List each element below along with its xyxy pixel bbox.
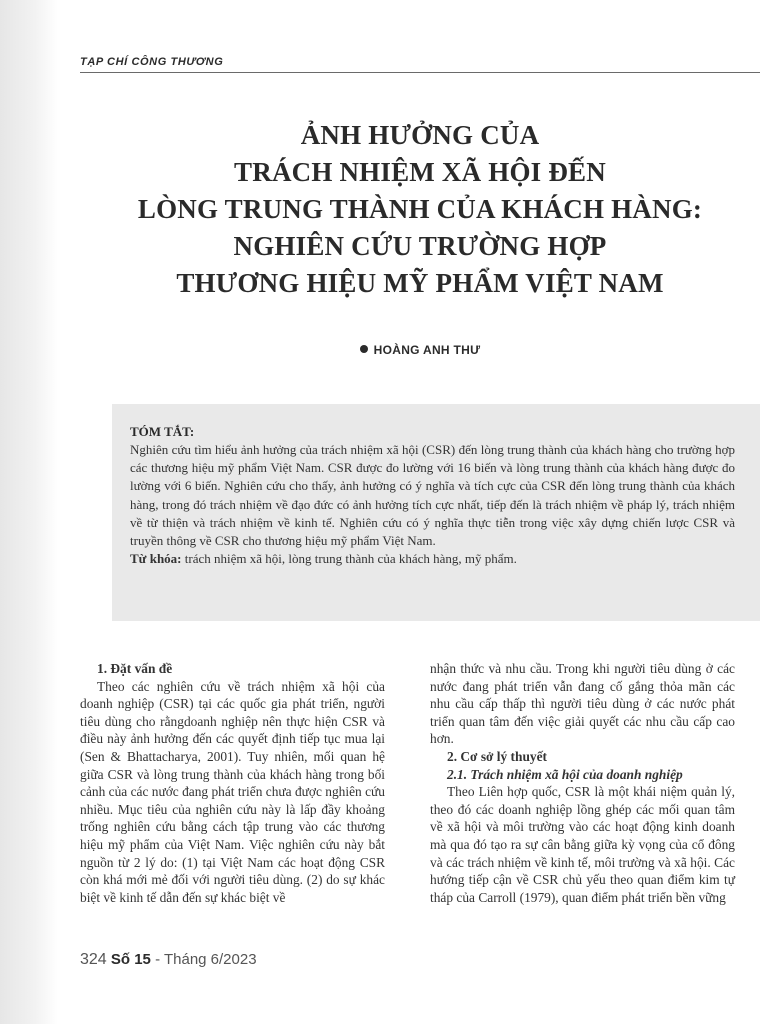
author-name: HOÀNG ANH THƯ bbox=[373, 343, 481, 357]
paragraph-continued: nhận thức và nhu cầu. Trong khi người tiêu dùng ở các nước đang phát triển vẫn đang cố gắng thỏa mãn các nhu cầu cấp thấp thì người tiêu dùng ở các nước phát triển quan tâm đến việc giải quyết các nhu cầu cấp cao hơn. bbox=[430, 661, 735, 747]
page-number: 324 bbox=[80, 951, 107, 968]
section-heading-1: 1. Đặt vấn đề bbox=[97, 661, 173, 676]
author-line bbox=[80, 343, 760, 357]
title-line-4: NGHIÊN CỨU TRƯỜNG HỢP bbox=[233, 231, 607, 261]
header-rule bbox=[80, 72, 760, 73]
paragraph-intro: Theo các nghiên cứu về trách nhiệm xã hội của doanh nghiệp (CSR) tại các quốc gia phát triển, người tiêu dùng cho rằngdoanh nghiệp nên thực hiện CSR và điều này ảnh hưởng đến các quyết định tiếp tục mua lại (Sen & Bhattacharya, 2001). Tuy nhiên, mối quan hệ giữa CSR và lòng trung thành của khách hàng trong bối cảnh của các nước đang phát triển chưa được nghiên cứu nhiều. Mục tiêu của nghiên cứu này là lấp đầy khoảng trống nghiên cứu bằng cách tập trung vào các thương hiệu mỹ phẩm của Việt Nam. Việc nghiên cứu này bắt nguồn từ 2 lý do: (1) tại Việt Nam các hoạt động CSR còn khá mới mẻ đối với người tiêu dùng. (2) do sự khác biệt về kinh tế dẫn đến sự khác biệt về bbox=[80, 678, 385, 905]
title-line-2: TRÁCH NHIỆM XÃ HỘI ĐẾN bbox=[234, 157, 606, 187]
title-line-3: LÒNG TRUNG THÀNH CỦA KHÁCH HÀNG: bbox=[137, 194, 703, 224]
abstract-heading: TÓM TẮT: bbox=[130, 424, 195, 439]
page-edge-shadow bbox=[0, 0, 58, 1024]
title-line-5: THƯƠNG HIỆU MỸ PHẨM VIỆT NAM bbox=[176, 268, 664, 298]
article-title bbox=[80, 117, 760, 302]
section-heading-2: 2. Cơ sở lý thuyết bbox=[447, 748, 548, 764]
paragraph-csr-definition: Theo Liên hợp quốc, CSR là một khái niệm quản lý, theo đó các doanh nghiệp lồng ghép các mối quan tâm về xã hội và môi trường vào các hoạt động kinh doanh mà qua đó tạo ra sự cân bằng giữa kỳ vọng của cổ đông và các trách nhiệm về kinh tế, môi trường và xã hội. Các hướng tiếp cận về CSR chủ yếu theo quan điểm kim tự tháp của Carroll (1979), quan điểm phát triển bền vững bbox=[430, 784, 735, 905]
bullet-icon bbox=[360, 345, 368, 353]
title-line-1: ẢNH HƯỞNG CỦA bbox=[300, 120, 540, 150]
abstract-text bbox=[130, 441, 735, 568]
issue-date: - Tháng 6/2023 bbox=[150, 951, 257, 968]
body-column-right bbox=[430, 660, 735, 906]
subsection-heading-2-1: 2.1. Trách nhiệm xã hội của doanh nghiệp bbox=[447, 766, 683, 782]
abstract-keywords bbox=[130, 550, 735, 568]
issue-number: Số 15 bbox=[110, 951, 151, 968]
body-column-left bbox=[80, 660, 385, 906]
keywords-text: trách nhiệm xã hội, lòng trung thành của khách hàng, mỹ phẩm. bbox=[181, 551, 517, 567]
journal-header: TẠP CHÍ CÔNG THƯƠNG bbox=[80, 56, 224, 68]
abstract-box bbox=[112, 404, 760, 621]
keywords-label: Từ khóa: bbox=[130, 551, 182, 567]
abstract-body: Nghiên cứu tìm hiểu ảnh hưởng của trách nhiệm xã hội (CSR) đến lòng trung thành của khách hàng cho trường hợp các thương hiệu mỹ phẩm Việt Nam. CSR được đo lường với 16 biến và lòng trung thành của khách hàng được đo lường với 6 biến. Nghiên cứu cho thấy, ảnh hưởng có ý nghĩa và tích cực của CSR đến lòng trung thành của khách hàng, trong đó trách nhiệm về đạo đức có ảnh hưởng tích cực nhất, tiếp đến là trách nhiệm về pháp lý, trách nhiệm về từ thiện và trách nhiệm về kinh tế. Nghiên cứu có ý nghĩa thực tiễn trong việc xây dựng chiến lược CSR và truyền thông về CSR cho thương hiệu mỹ phẩm Việt Nam. bbox=[130, 442, 735, 549]
page-footer bbox=[80, 951, 257, 969]
